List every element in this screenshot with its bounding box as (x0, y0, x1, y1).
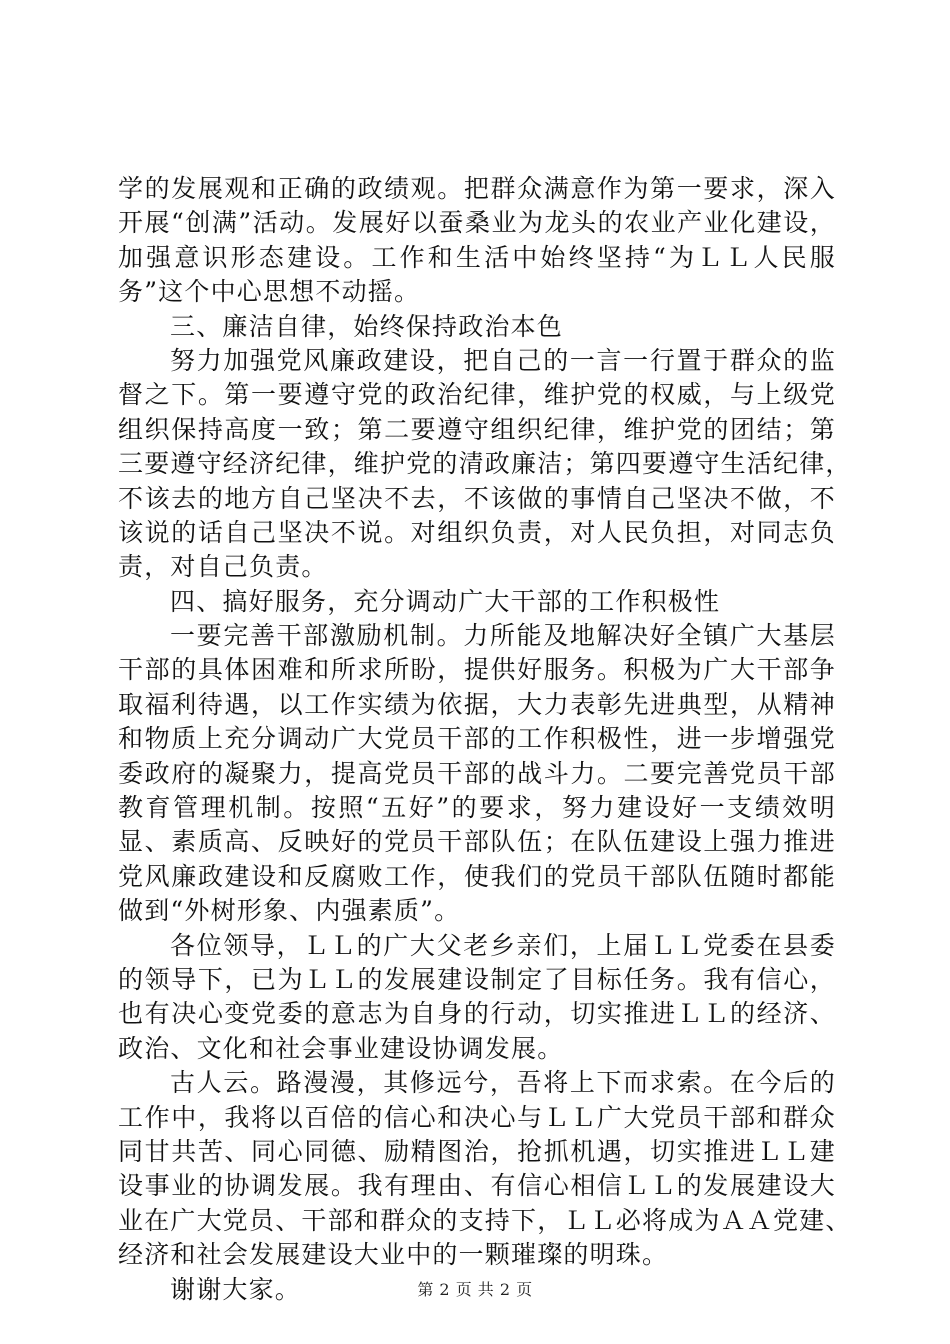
text-line: 加强意识形态建设。工作和生活中始终坚持“为ＬＬ人民服 (118, 242, 836, 272)
section-heading: 四、搞好服务，充分调动广大干部的工作积极性 (170, 586, 721, 616)
text-line: 和物质上充分调动广大党员干部的工作积极性，进一步增强党 (118, 724, 836, 754)
text-line: 取福利待遇，以工作实绩为依据，大力表彰先进典型，从精神 (118, 689, 836, 719)
text-line: 委政府的凝聚力，提高党员干部的战斗力。二要完善党员干部 (118, 758, 836, 788)
text-line: 务”这个中心思想不动摇。 (118, 277, 421, 307)
text-line: 做到“外树形象、内强素质”。 (118, 896, 461, 926)
text-line: 责，对自己负责。 (118, 552, 328, 582)
text-line: 工作中，我将以百倍的信心和决心与ＬＬ广大党员干部和群众 (118, 1102, 836, 1132)
text-line: 不该去的地方自己坚决不去，不该做的事情自己坚决不做，不 (118, 483, 836, 513)
text-line: 设事业的协调发展。我有理由、有信心相信ＬＬ的发展建设大 (118, 1171, 836, 1201)
text-line: 古人云。路漫漫，其修远兮，吾将上下而求索。在今后的 (170, 1068, 836, 1098)
text-line: 也有决心变党委的意志为自身的行动，切实推进ＬＬ的经济、 (118, 999, 836, 1029)
text-line: 开展“创满”活动。发展好以蚕桑业为龙头的农业产业化建设， (118, 208, 836, 238)
page-footer: 第 2 页 共 2 页 (417, 1280, 533, 1299)
text-line: 经济和社会发展建设大业中的一颗璀璨的明珠。 (118, 1240, 669, 1270)
section-heading: 三、廉洁自律，始终保持政治本色 (170, 311, 564, 341)
text-line: 谢谢大家。 (170, 1274, 302, 1304)
text-line: 各位领导，ＬＬ的广大父老乡亲们，上届ＬＬ党委在县委 (170, 930, 836, 960)
text-line: 干部的具体困难和所求所盼，提供好服务。积极为广大干部争 (118, 655, 836, 685)
text-line: 的领导下，已为ＬＬ的发展建设制定了目标任务。我有信心， (118, 964, 836, 994)
text-line: 党风廉政建设和反腐败工作，使我们的党员干部队伍随时都能 (118, 861, 836, 891)
text-line: 政治、文化和社会事业建设协调发展。 (118, 1033, 564, 1063)
text-line: 一要完善干部激励机制。力所能及地解决好全镇广大基层 (170, 621, 836, 651)
text-line: 显、素质高、反映好的党员干部队伍；在队伍建设上强力推进 (118, 827, 836, 857)
text-line: 该说的话自己坚决不说。对组织负责，对人民负担，对同志负 (118, 517, 836, 547)
text-line: 组织保持高度一致；第二要遵守组织纪律，维护党的团结；第 (118, 414, 836, 444)
document-body (118, 172, 852, 1307)
text-line: 督之下。第一要遵守党的政治纪律，维护党的权威，与上级党 (118, 380, 836, 410)
text-line: 教育管理机制。按照“五好”的要求，努力建设好一支绩效明 (118, 793, 836, 823)
text-line: 努力加强党风廉政建设，把自己的一言一行置于群众的监 (170, 345, 836, 375)
text-line: 业在广大党员、干部和群众的支持下，ＬＬ必将成为ＡＡ党建、 (118, 1205, 852, 1235)
text-line: 学的发展观和正确的政绩观。把群众满意作为第一要求，深入 (118, 174, 836, 203)
text-line: 同甘共苦、同心同德、励精图治，抢抓机遇，切实推进ＬＬ建 (118, 1136, 836, 1166)
text-line: 三要遵守经济纪律，维护党的清政廉洁；第四要遵守生活纪律， (118, 449, 852, 479)
